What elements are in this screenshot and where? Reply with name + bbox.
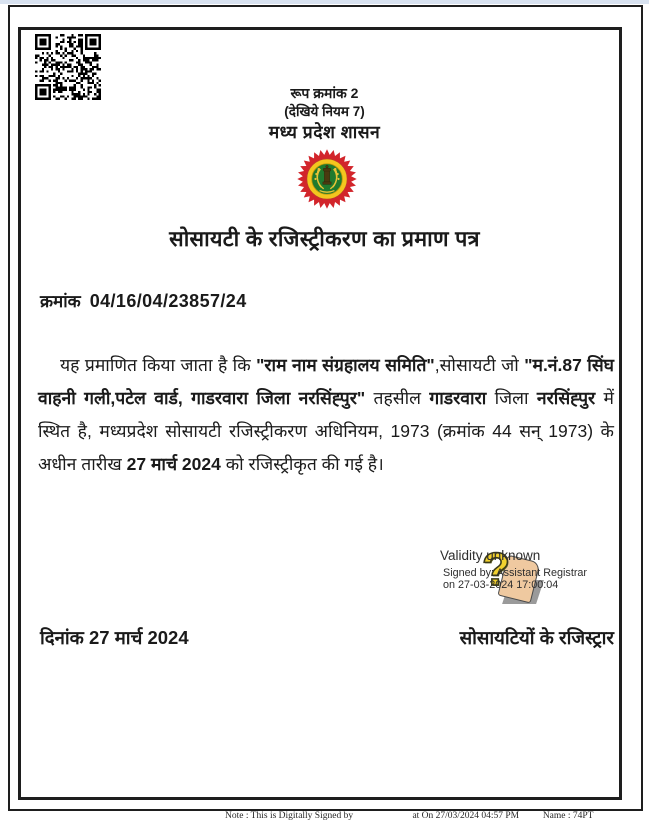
rule-reference: (देखिये नियम 7) [284, 104, 365, 119]
body-text: यह प्रमाणित किया जाता है कि [60, 355, 257, 375]
question-mark-icon: ? [482, 543, 511, 595]
signature-signed-by: Signed by: Assistant Registrar [443, 567, 588, 579]
mp-government-emblem-icon [294, 146, 360, 212]
body-text: ,सोसायटी जो [434, 355, 525, 375]
scan-edge-strip [0, 0, 649, 4]
body-text: में स्थित है, मध्यप्रदेश सोसायटी रजिस्ट्रीकरण अधिनियम, 1973 (क्रमांक 44 सन् 1973) के अधीन तारीख [38, 388, 615, 474]
bottom-signature-note: Note : This is Digitally Signed by at On 27/03/2024 04:57 PM Name : 74PT [225, 811, 594, 820]
registrar-title: सोसायटियों के रजिस्ट्रार [459, 627, 614, 648]
form-number: रूप क्रमांक 2 [290, 85, 359, 101]
serial-label: क्रमांक [40, 292, 81, 311]
society-name: "राम नाम संग्रहालय समिति" [256, 355, 435, 375]
serial-number: 04/16/04/23857/24 [89, 291, 247, 311]
body-text: को रजिस्ट्रीकृत की गई है। [220, 454, 384, 474]
district-name: नरसिंह्पुर [536, 388, 596, 408]
tehsil-name: गाडरवारा [429, 388, 487, 408]
registration-date: 27 मार्च 2024 [126, 454, 221, 474]
issue-date: दिनांक 27 मार्च 2024 [40, 627, 189, 648]
certificate-body-paragraph [38, 349, 614, 481]
certificate-title: सोसायटी के रजिस्ट्रीकरण का प्रमाण पत्र [169, 227, 480, 251]
body-text: जिला [486, 388, 537, 408]
society-address: "म.नं.87 सिंघ वाहनी गली,पटेल वार्ड, गाडरवारा जिला नरसिंह्पुर" [38, 355, 614, 408]
serial-number-line [40, 289, 247, 312]
date-registrar-row [40, 625, 614, 650]
body-text: तहसील [365, 388, 430, 408]
digital-signature-block [438, 543, 618, 610]
signature-signed-on: on 27-03-2024 17:00:04 [443, 579, 559, 591]
government-name: मध्य प्रदेश शासन [268, 122, 381, 142]
signature-validity-text: Validity unknown [440, 548, 541, 563]
